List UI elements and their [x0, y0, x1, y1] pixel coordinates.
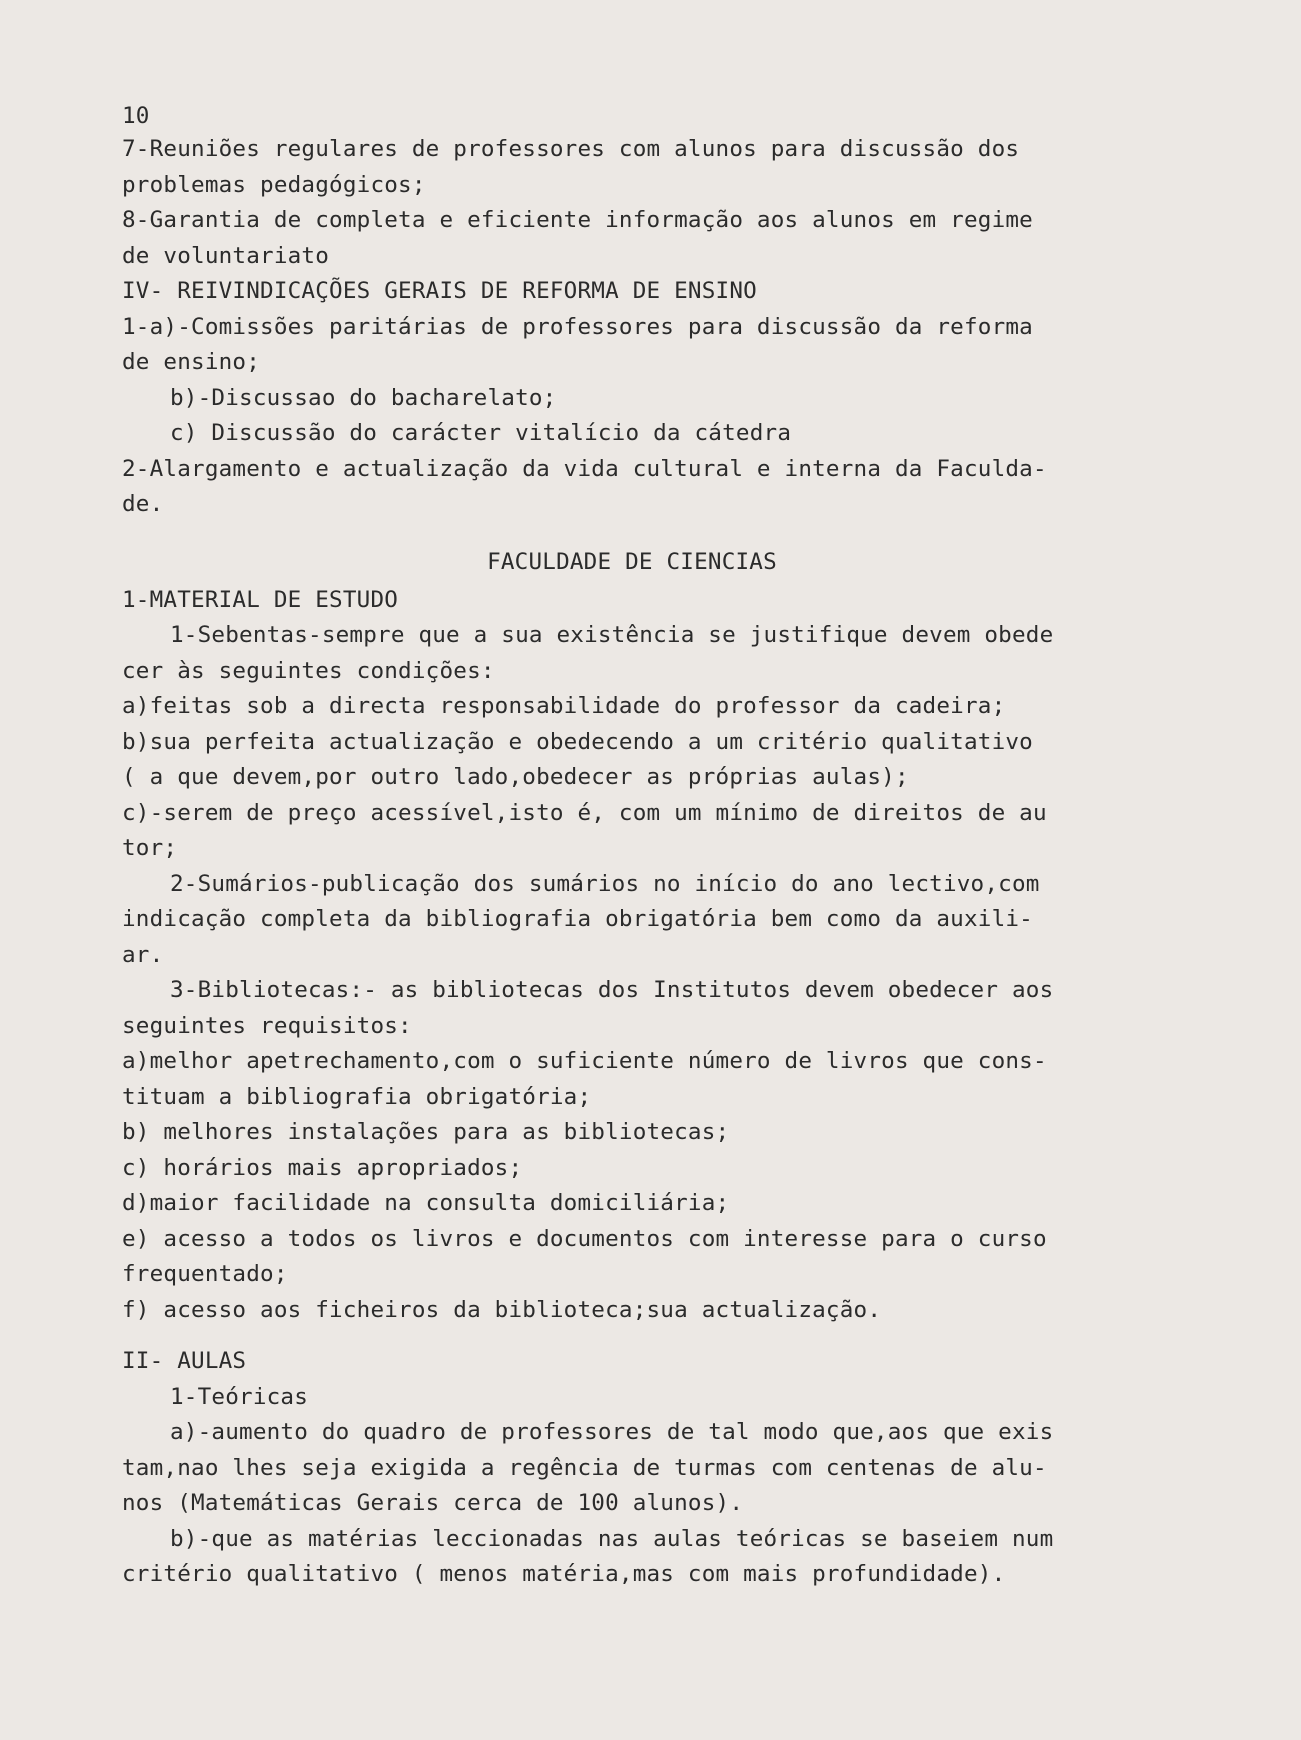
text-line: 2-Alargamento e actualização da vida cultural e interna da Faculda-: [122, 455, 1047, 482]
text-line: 1-Teóricas: [170, 1383, 309, 1410]
text-line: tituam a bibliografia obrigatória;: [122, 1083, 592, 1110]
text-line: f) acesso aos ficheiros da biblioteca;sua actualização.: [122, 1296, 882, 1323]
text-line: critério qualitativo ( menos matéria,mas com mais profundidade).: [122, 1561, 1006, 1587]
section-heading-iv: IV- REIVINDICAÇÕES GERAIS DE REFORMA DE ENSINO: [122, 278, 757, 304]
text-line: tor;: [122, 835, 178, 861]
document-body: [122, 96, 1182, 1593]
text-line: indicação completa da bibliografia obrigatória bem como da auxili-: [122, 906, 1033, 932]
text-line: 3-Bibliotecas:- as bibliotecas dos Institutos devem obedecer aos: [170, 977, 1054, 1003]
text-line: de ensino;: [122, 349, 261, 375]
text-line: problemas pedagógicos;: [122, 171, 426, 198]
text-line: e) acesso a todos os livros e documentos com interesse para o curso: [122, 1225, 1047, 1252]
text-line: tam,nao lhes seja exigida a regência de turmas com centenas de alu-: [122, 1454, 1047, 1481]
text-line: ar.: [122, 941, 164, 968]
faculty-title: FACULDADE DE CIENCIAS: [487, 548, 777, 575]
text-line: cer às seguintes condições:: [122, 657, 495, 684]
text-line: d)maior facilidade na consulta domiciliária;: [122, 1190, 730, 1216]
text-line: ( a que devem,por outro lado,obedecer as próprias aulas);: [122, 764, 909, 790]
text-line: c) horários mais apropriados;: [122, 1154, 523, 1181]
text-line: a)melhor apetrechamento,com o suficiente número de livros que cons-: [122, 1048, 1047, 1074]
text-line: 8-Garantia de completa e eficiente informação aos alunos em regime: [122, 207, 1033, 233]
text-line: c) Discussão do carácter vitalício da cátedra: [170, 420, 792, 446]
text-line: 1-a)-Comissões paritárias de professores para discussão da reforma: [122, 313, 1033, 340]
subsection-heading: 1-MATERIAL DE ESTUDO: [122, 586, 399, 613]
text-line: b)-Discussao do bacharelato;: [170, 384, 557, 411]
text-line: b)sua perfeita actualização e obedecendo a um critério qualitativo: [122, 728, 1033, 755]
text-line: a)feitas sob a directa responsabilidade do professor da cadeira;: [122, 693, 1006, 719]
text-line: 7-Reuniões regulares de professores com alunos para discussão dos: [122, 136, 1020, 162]
text-line: 1-Sebentas-sempre que a sua existência se justifique devem obede: [170, 622, 1054, 648]
text-line: de.: [122, 491, 164, 517]
text-line: 2-Sumários-publicação dos sumários no início do ano lectivo,com: [170, 870, 1040, 897]
text-line: nos (Matemáticas Gerais cerca de 100 alunos).: [122, 1490, 744, 1516]
text-line: b)-que as matérias leccionadas nas aulas teóricas se baseiem num: [170, 1525, 1054, 1552]
text-line: frequentado;: [122, 1261, 288, 1287]
text-line: a)-aumento do quadro de professores de tal modo que,aos que exis: [170, 1419, 1054, 1445]
section-heading-ii: II- AULAS: [122, 1348, 247, 1374]
page-number: 10: [122, 103, 150, 129]
text-line: seguintes requisitos:: [122, 1012, 412, 1039]
text-line: de voluntariato: [122, 242, 330, 269]
text-line: b) melhores instalações para as bibliotecas;: [122, 1119, 730, 1145]
text-line: c)-serem de preço acessível,isto é, com um mínimo de direitos de au: [122, 799, 1047, 826]
